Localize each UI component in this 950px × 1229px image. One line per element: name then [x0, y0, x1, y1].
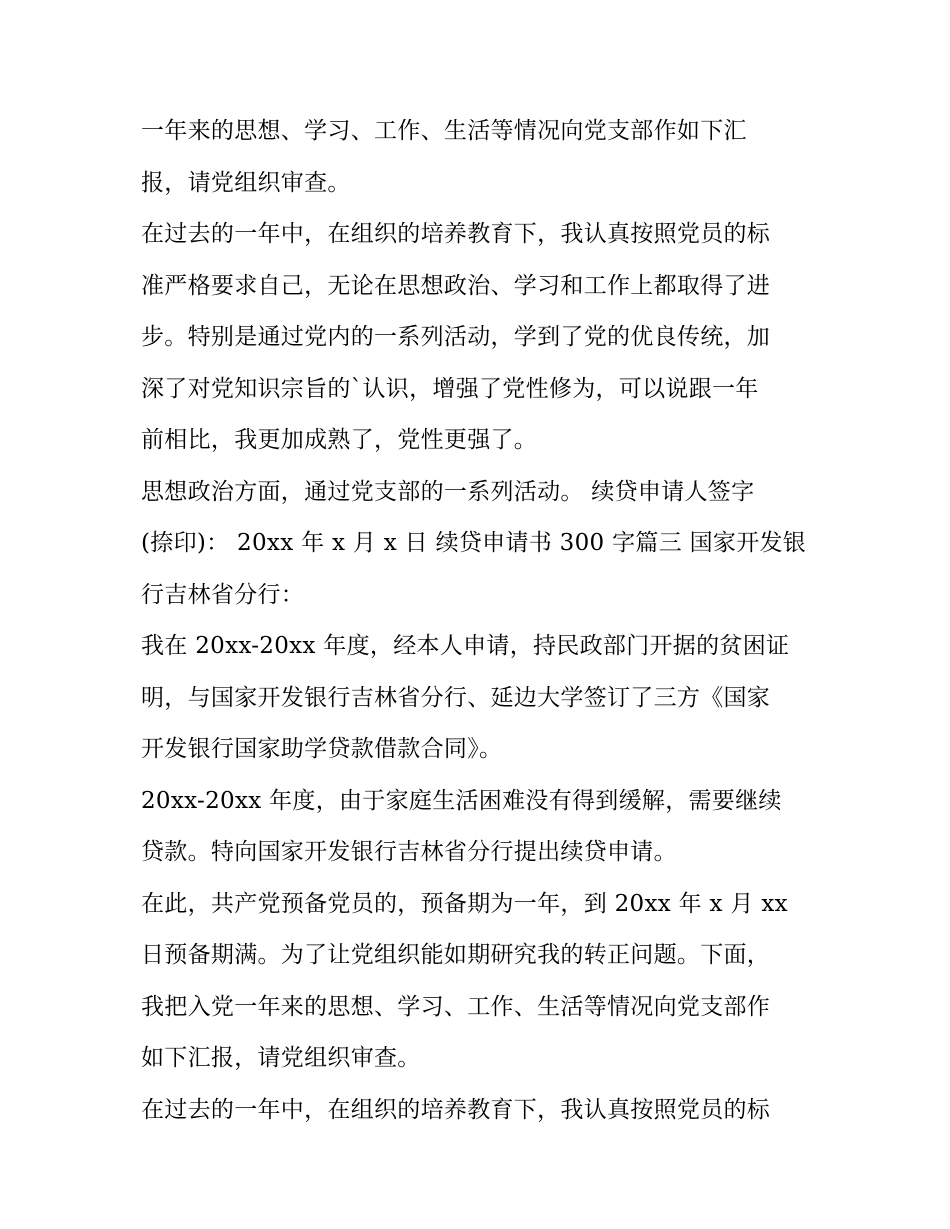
text-line: (捺印)： 20xx 年 x 月 x 日 续贷申请书 300 字篇三 国家开发银 [141, 530, 807, 556]
text-line: 准严格要求自己，无论在思想政治、学习和工作上都取得了进 [141, 272, 771, 299]
text-line: 前相比，我更加成熟了，党性更强了。 [141, 427, 538, 453]
document-body [141, 106, 821, 1136]
text-line: 思想政治方面，通过党支部的一系列活动。 续贷申请人签字 [141, 478, 755, 505]
text-line: 我把入党一年来的思想、学习、工作、生活等情况向党支部作 [141, 993, 771, 1020]
text-line: 报，请党组织审查。 [141, 169, 351, 196]
text-line: 20xx-20xx 年度，由于家庭生活困难没有得到缓解，需要继续 [141, 787, 782, 814]
text-line: 在此，共产党预备党员的，预备期为一年，到 20xx 年 x 月 xx [141, 890, 788, 917]
text-line: 我在 20xx-20xx 年度，经本人申请，持民政部门开据的贫困证 [141, 633, 790, 659]
text-line: 如下汇报，请党组织审查。 [141, 1045, 421, 1071]
text-line: 日预备期满。为了让党组织能如期研究我的转正问题。下面， [141, 942, 771, 968]
text-line: 深了对党知识宗旨的`认识，增强了党性修为，可以说跟一年 [141, 375, 759, 402]
text-line: 在过去的一年中，在组织的培养教育下，我认真按照党员的标 [141, 1096, 771, 1123]
text-line: 开发银行国家助学贷款借款合同》。 [141, 736, 503, 762]
text-line: 在过去的一年中，在组织的培养教育下，我认真按照党员的标 [141, 221, 771, 247]
text-line: 贷款。特向国家开发银行吉林省分行提出续贷申请。 [141, 839, 677, 865]
text-line: 行吉林省分行： [141, 581, 305, 608]
text-line: 一年来的思想、学习、工作、生活等情况向党支部作如下汇 [141, 118, 747, 144]
text-line: 明，与国家开发银行吉林省分行、延边大学签订了三方《国家 [141, 684, 771, 711]
text-line: 步。特别是通过党内的一系列活动，学到了党的优良传统，加 [141, 324, 771, 350]
